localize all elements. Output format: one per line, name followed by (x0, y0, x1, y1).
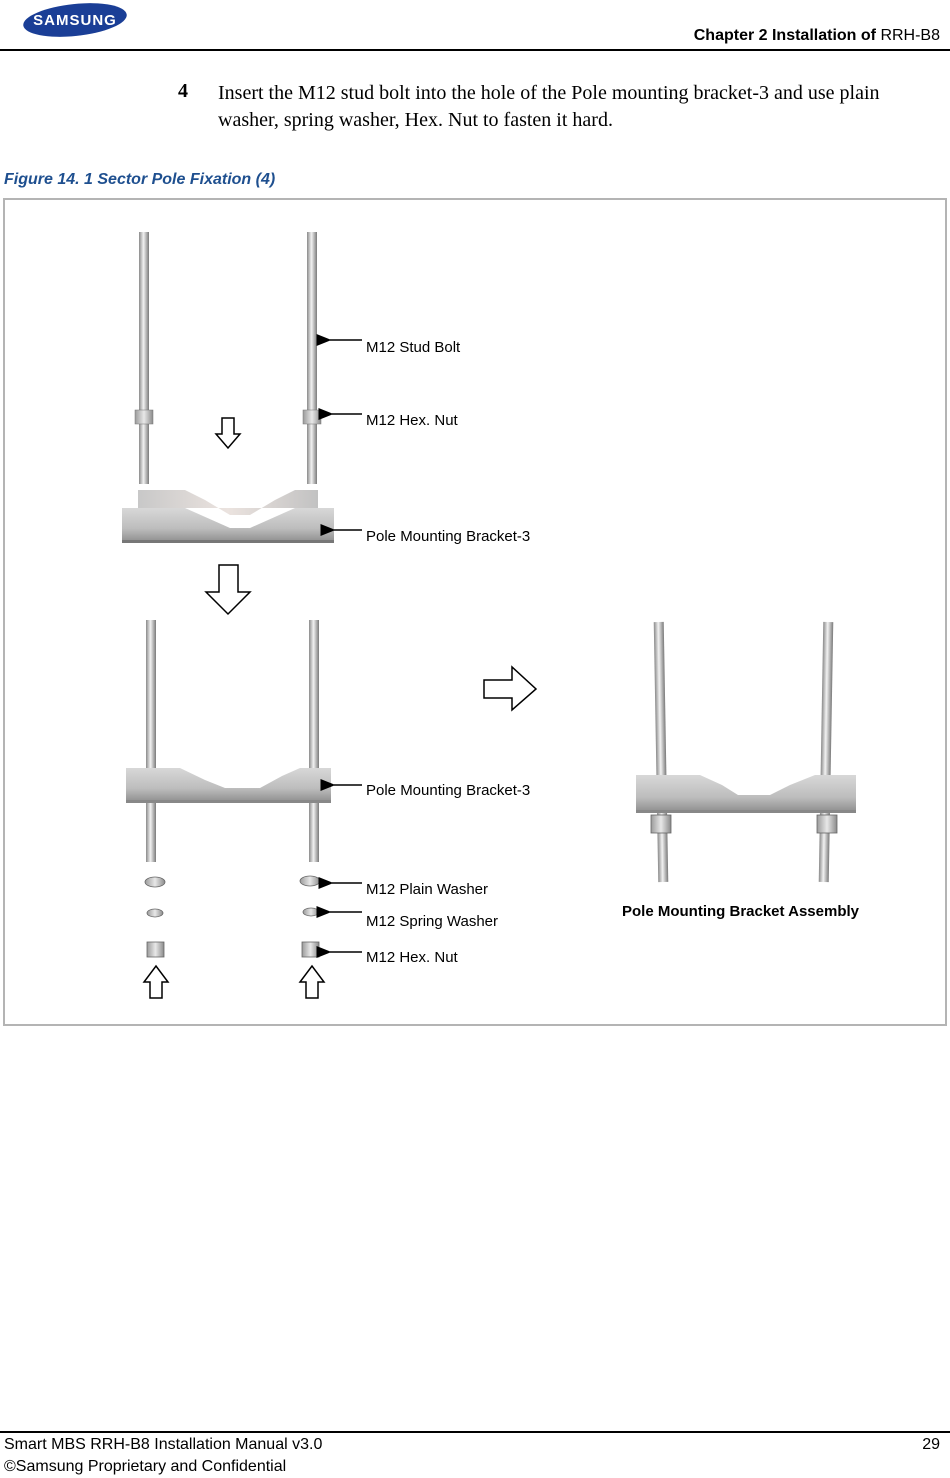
bottom-stud-bolt-right (309, 620, 319, 862)
assembly-image (636, 622, 856, 882)
label-assembly: Pole Mounting Bracket Assembly (622, 903, 859, 920)
step-instruction: Insert the M12 stud bolt into the hole of the Pole mounting bracket-3 and use plain washer, spring washer, Hex. Nut to fasten it hard. (218, 82, 880, 131)
down-arrow-large (206, 565, 250, 614)
top-stud-bolt-right (307, 232, 317, 484)
label-m12-plain-washer: M12 Plain Washer (366, 881, 488, 898)
plain-washer-right (300, 876, 320, 886)
bottom-stud-bolt-left (146, 620, 156, 862)
top-hex-nut-left (135, 410, 153, 424)
figure-caption: Figure 14. 1 Sector Pole Fixation (4) (4, 171, 276, 188)
hex-nut-right (302, 942, 319, 957)
svg-text:SAMSUNG: SAMSUNG (33, 12, 117, 29)
footer-divider (0, 1431, 950, 1433)
chapter-title-bold: Chapter 2 Installation of (693, 27, 876, 44)
up-arrow-right (300, 966, 324, 998)
chapter-title-product: RRH-B8 (880, 27, 940, 44)
label-bracket-3-top: Pole Mounting Bracket-3 (366, 528, 531, 545)
footer-copyright: ©Samsung Proprietary and Confidential (4, 1458, 287, 1475)
right-arrow (484, 667, 536, 710)
down-arrow-small (216, 418, 240, 448)
up-arrow-left (144, 966, 168, 998)
hex-nut-left (147, 942, 164, 957)
label-m12-hex-nut-bottom: M12 Hex. Nut (366, 949, 458, 966)
top-stud-bolt-left (139, 232, 149, 484)
bottom-pole-mounting-bracket (126, 768, 331, 803)
step-number: 4 (178, 80, 188, 102)
spring-washer-left (147, 909, 163, 917)
label-bracket-3-bottom: Pole Mounting Bracket-3 (366, 782, 531, 799)
spring-washer-right (303, 908, 319, 916)
footer-manual-title: Smart MBS RRH-B8 Installation Manual v3.0 (4, 1436, 323, 1453)
label-m12-stud-bolt: M12 Stud Bolt (366, 339, 461, 356)
label-m12-hex-nut-top: M12 Hex. Nut (366, 412, 458, 429)
plain-washer-left (145, 877, 165, 887)
top-pole-mounting-bracket (122, 490, 334, 543)
label-m12-spring-washer: M12 Spring Washer (366, 913, 498, 930)
top-hex-nut-right (303, 410, 321, 424)
page-number: 29 (922, 1436, 940, 1453)
